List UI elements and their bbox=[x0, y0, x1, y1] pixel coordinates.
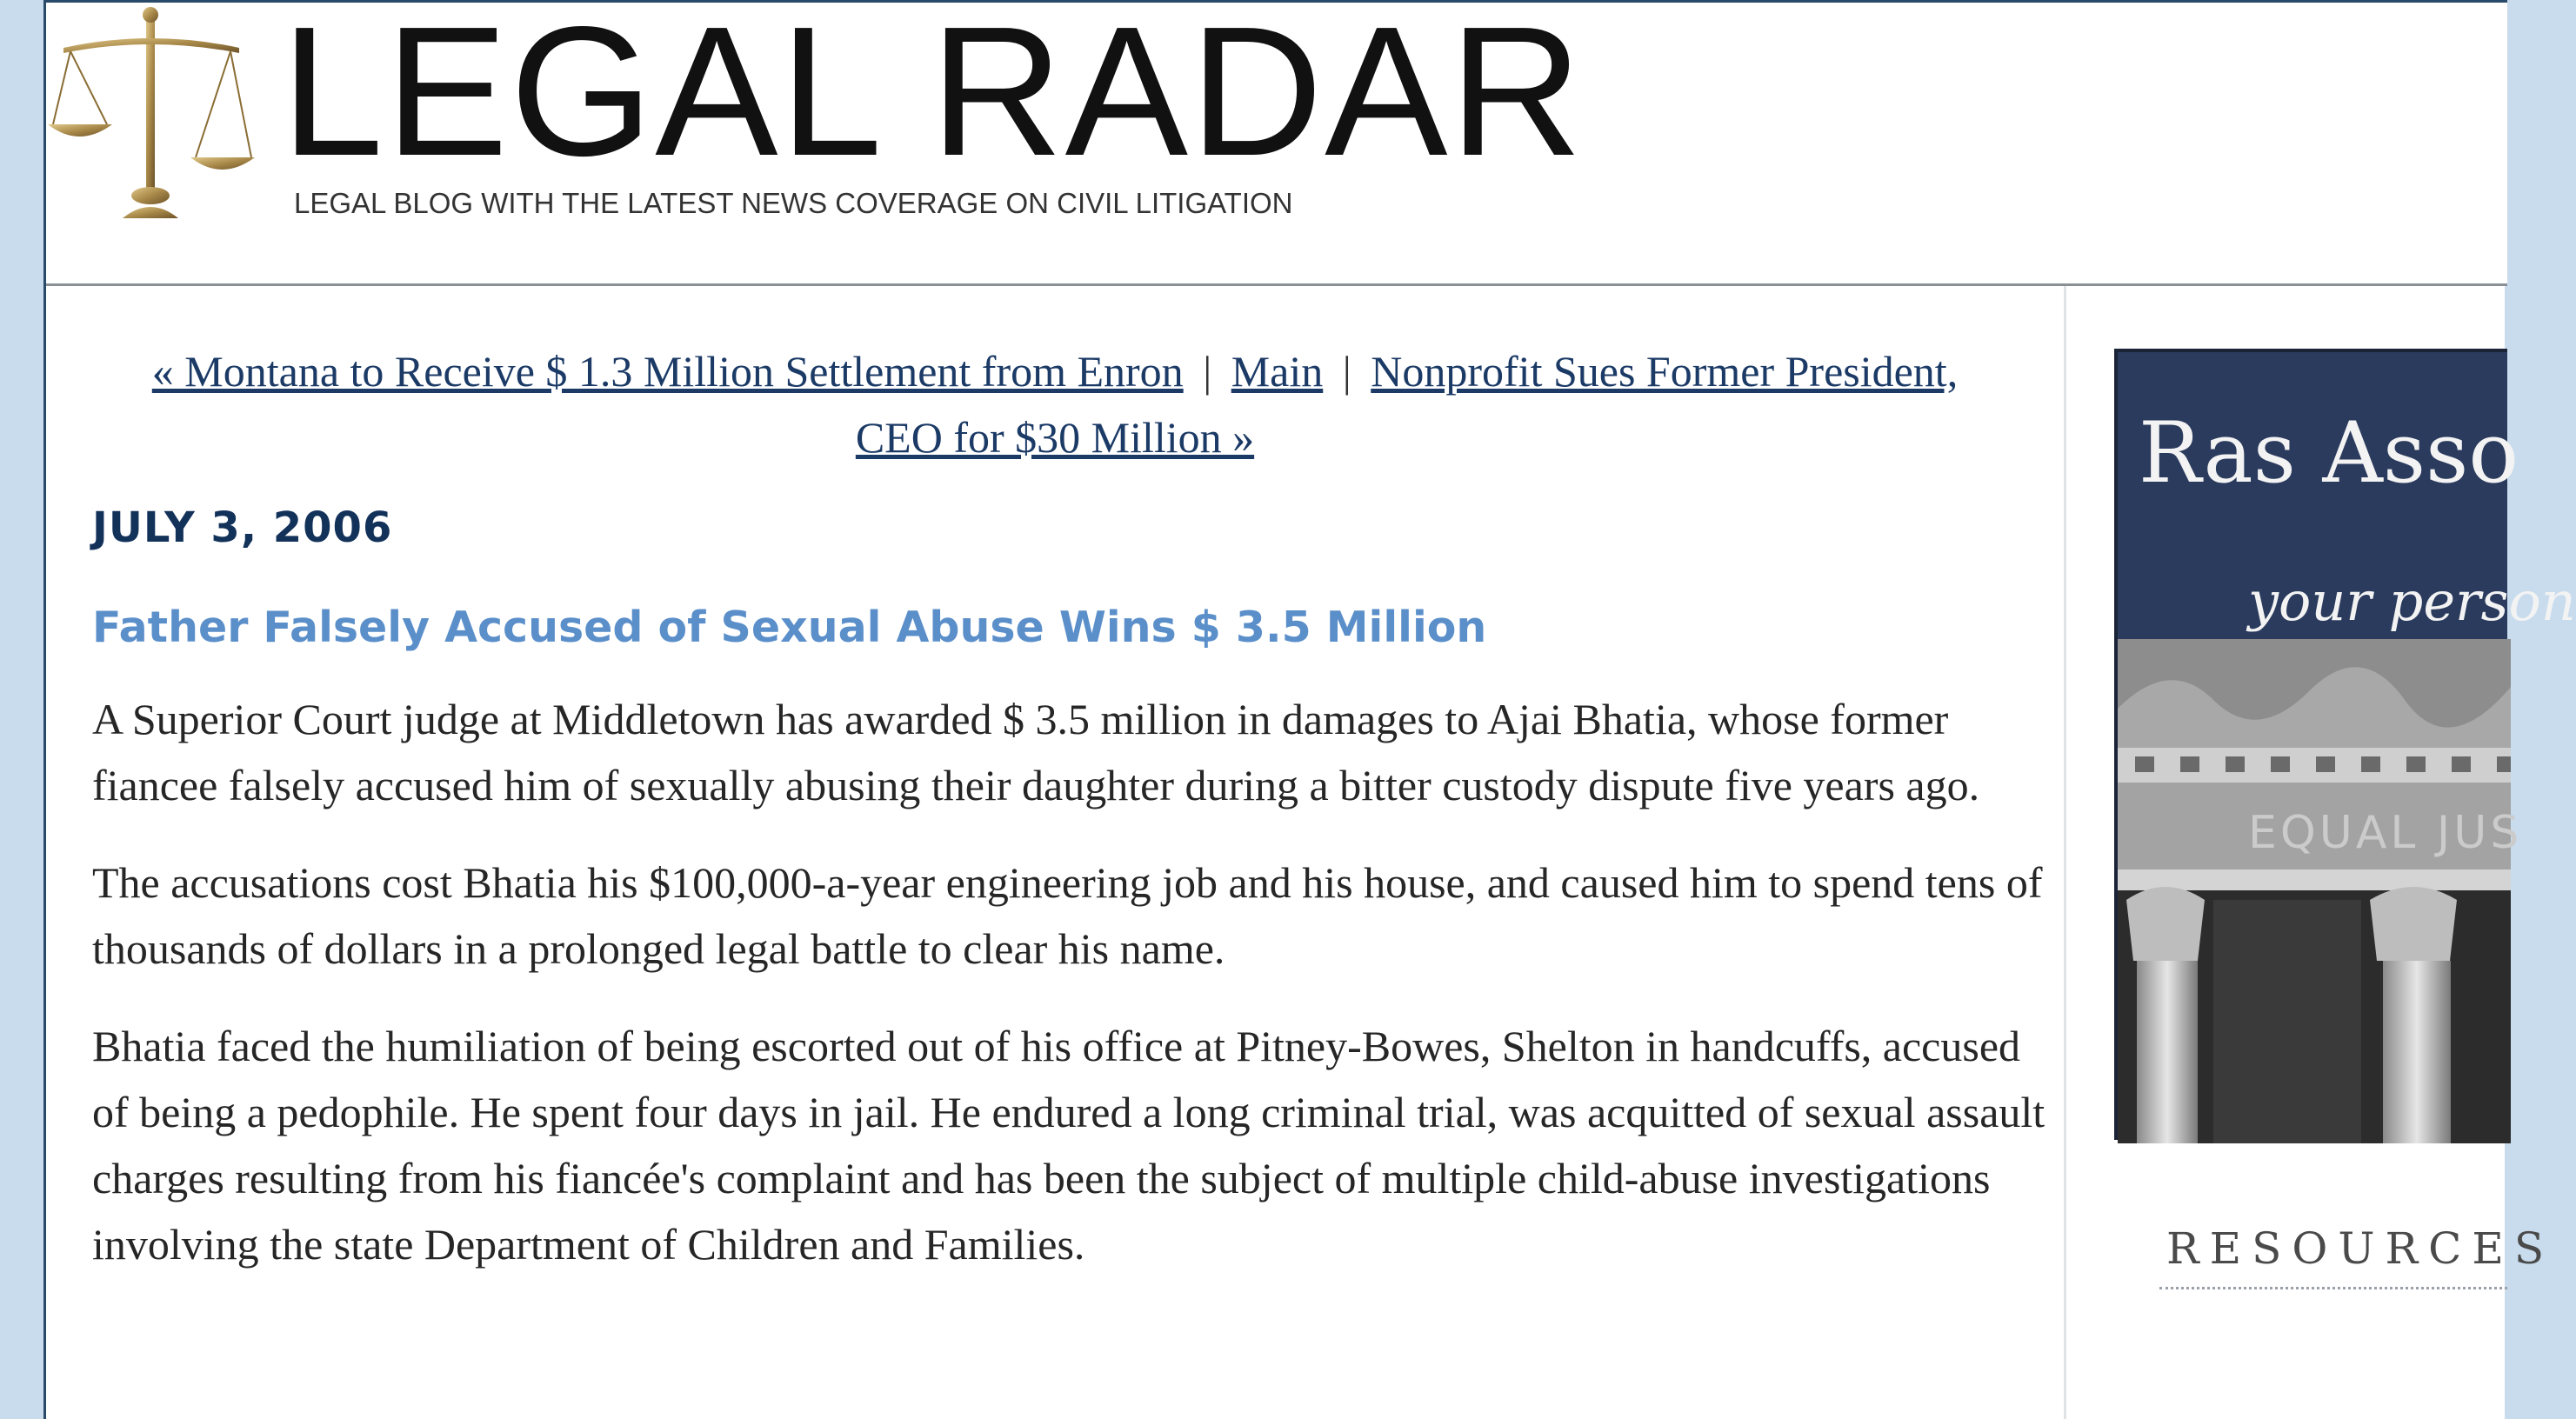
entry-paragraph: A Superior Court judge at Middletown has awarded $ 3.5 million in damages to Ajai Bhatia, whose former fiancee falsely accused him of sexually abusing their daughter during a bitter custody dispute five years ago. bbox=[92, 695, 1980, 809]
entry-date: JULY 3, 2006 bbox=[92, 503, 393, 552]
entry-paragraph: Bhatia faced the humiliation of being escorted out of his office at Pitney-Bowes, Shelton in handcuffs, accused of being a pedophile. He spent four days in jail. He endured a long criminal trial, was acquitted of sexual assault charges resulting from his fiancée's complaint and has been the subject of multiple child-abuse investigations involving the state Department of Children and Families. bbox=[92, 1022, 2045, 1269]
previous-post-link[interactable]: « Montana to Receive $ 1.3 Million Settlement from Enron bbox=[151, 347, 1184, 396]
entry-title: Father Falsely Accused of Sexual Abuse Wins $ 3.5 Million bbox=[92, 603, 1487, 652]
ad-image-inscription: EQUAL JUS bbox=[2248, 807, 2523, 859]
nav-separator: | bbox=[1203, 347, 1212, 396]
entry-body bbox=[92, 686, 2058, 1309]
sidebar-ad-banner[interactable] bbox=[2114, 349, 2576, 1140]
entry-paragraph: The accusations cost Bhatia his $100,000-a-year engineering job and his house, and caused him to spend tens of thousands of dollars in a prolonged legal battle to clear his name. bbox=[92, 858, 2043, 973]
main-content bbox=[46, 286, 2064, 1419]
site-tagline: LEGAL BLOG WITH THE LATEST NEWS COVERAGE ON CIVIL LITIGATION bbox=[294, 187, 1293, 219]
main-link[interactable]: Main bbox=[1231, 347, 1324, 396]
sidebar-divider bbox=[2064, 286, 2066, 1419]
ad-subtitle: your person bbox=[2248, 570, 2576, 633]
page bbox=[43, 0, 2576, 1419]
scales-of-justice-icon[interactable] bbox=[46, 3, 255, 229]
site-header bbox=[46, 0, 2507, 286]
nav-separator: | bbox=[1342, 347, 1351, 396]
next-post-link[interactable]: Nonprofit Sues Former President, CEO for $30 Million » bbox=[855, 347, 1959, 462]
site-title[interactable]: LEGAL RADAR bbox=[281, 0, 1585, 194]
ad-title: Ras Asso bbox=[2139, 404, 2519, 502]
courthouse-image bbox=[2118, 639, 2523, 1143]
resources-heading: RESOURCES bbox=[2166, 1223, 2555, 1274]
resources-divider bbox=[2159, 1287, 2507, 1289]
post-navigation bbox=[142, 338, 1968, 470]
